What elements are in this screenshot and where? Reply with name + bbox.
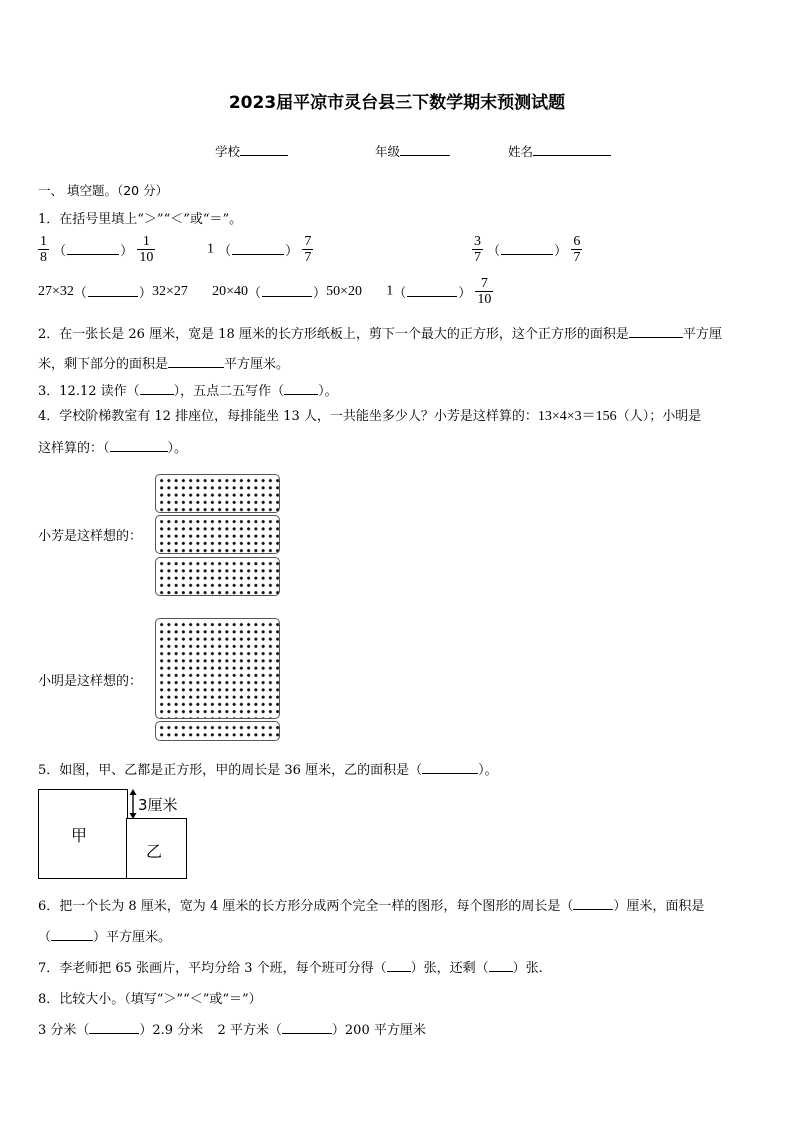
school-field[interactable] [215, 142, 288, 160]
answer-blank[interactable] [67, 253, 119, 255]
answer-blank[interactable] [501, 253, 553, 255]
answer-blank[interactable] [110, 438, 168, 452]
fraction: $\frac{1}{10}$ [139, 234, 154, 265]
answer-blank[interactable] [88, 295, 138, 297]
answer-blank[interactable] [407, 295, 457, 297]
page-title: 2023届平凉市灵台县三下数学期末预测试题 [228, 93, 566, 113]
answer-blank[interactable] [51, 927, 93, 941]
section-heading: 一、 填空题。（20 分） [38, 183, 169, 198]
q3: 3．12.12 读作（ ），五点二五写作（ ）。 [38, 380, 338, 399]
fraction: $\frac{7}{10}$ [477, 276, 492, 307]
q6-line2: （ ）平方厘米。 [38, 926, 171, 945]
answer-blank[interactable] [489, 958, 513, 972]
answer-blank[interactable] [89, 1020, 139, 1034]
q1-row1-item3: $\frac{3}{7}$ （ ） $\frac{6}{7}$ [474, 234, 581, 265]
q7: 7．李老师把 65 张画片，平均分给 3 个班，每个班可分得（ ）张，还剩（ ）张. [38, 957, 543, 976]
q2-line1: 2．在一张长是 26 厘米，宽是 18 厘米的长方形纸板上，剪下一个最大的正方形，这个正方形的面积是 平方厘 [38, 323, 722, 342]
fraction: $\frac{7}{7}$ [304, 234, 312, 265]
q8-row: 3 分米（ ）2.9 分米 2 平方米（ ）200 平方厘米 [38, 1019, 426, 1038]
name-field[interactable] [508, 142, 611, 160]
q2-line2: 米，剩下部分的面积是 平方厘米。 [38, 353, 289, 372]
answer-blank[interactable] [282, 1020, 332, 1034]
dot-array-block [155, 515, 280, 554]
fraction: $\frac{1}{8}$ [40, 234, 47, 265]
dimension-label: 3厘米 [138, 796, 178, 814]
q1-row2: 27×32（ ）32×27 20×40（ ）50×20 1（ ） $\frac{7}{10}$ [38, 276, 492, 307]
q5-stem: 5．如图，甲、乙都是正方形，甲的周长是 36 厘米，乙的面积是（ ）。 [38, 759, 498, 778]
dot-array-block [155, 474, 280, 513]
q1-stem: 1．在括号里填上“＞”“＜”或“＝”。 [38, 212, 243, 227]
school-label: 学校 [215, 144, 241, 159]
answer-blank[interactable] [387, 958, 411, 972]
q1-row1-item1: $\frac{1}{8}$ （ ） $\frac{1}{10}$ [40, 234, 154, 265]
answer-blank[interactable] [262, 295, 312, 297]
fraction: $\frac{3}{7}$ [474, 234, 481, 265]
q1-row1-item2: 1 （ ） $\frac{7}{7}$ [207, 234, 312, 265]
q4-line2: 这样算的：（ ）。 [38, 437, 187, 456]
answer-blank[interactable] [140, 381, 174, 395]
square-yi-label: 乙 [146, 842, 163, 861]
answer-blank[interactable] [573, 896, 613, 910]
xiaofang-label: 小芳是这样想的： [38, 529, 143, 544]
q6-line1: 6．把一个长为 8 厘米，宽为 4 厘米的长方形分成两个完全一样的图形，每个图形的周长是（ ）厘米，面积是 [38, 895, 704, 914]
name-label: 姓名 [508, 144, 534, 159]
dot-array-block [155, 721, 280, 741]
grade-field[interactable] [375, 142, 450, 160]
q8-stem: 8．比较大小。（填写“＞”“＜”或“＝”） [38, 992, 262, 1007]
grade-label: 年级 [375, 144, 401, 159]
fraction: $\frac{6}{7}$ [573, 234, 581, 265]
xiaoming-label: 小明是这样想的： [38, 674, 143, 689]
answer-blank[interactable] [232, 253, 284, 255]
square-jia-label: 甲 [71, 826, 88, 845]
answer-blank[interactable] [284, 381, 318, 395]
answer-blank[interactable] [422, 760, 478, 774]
answer-blank[interactable] [168, 354, 224, 368]
answer-blank[interactable] [629, 324, 683, 338]
q4-line1: 4．学校阶梯教室有 12 排座位，每排能坐 13 人，一共能坐多少人？小芳是这样算的：13×4×3＝156（人）；小明是 [38, 409, 702, 424]
dot-array-block [155, 618, 280, 719]
dot-array-block [155, 557, 280, 596]
